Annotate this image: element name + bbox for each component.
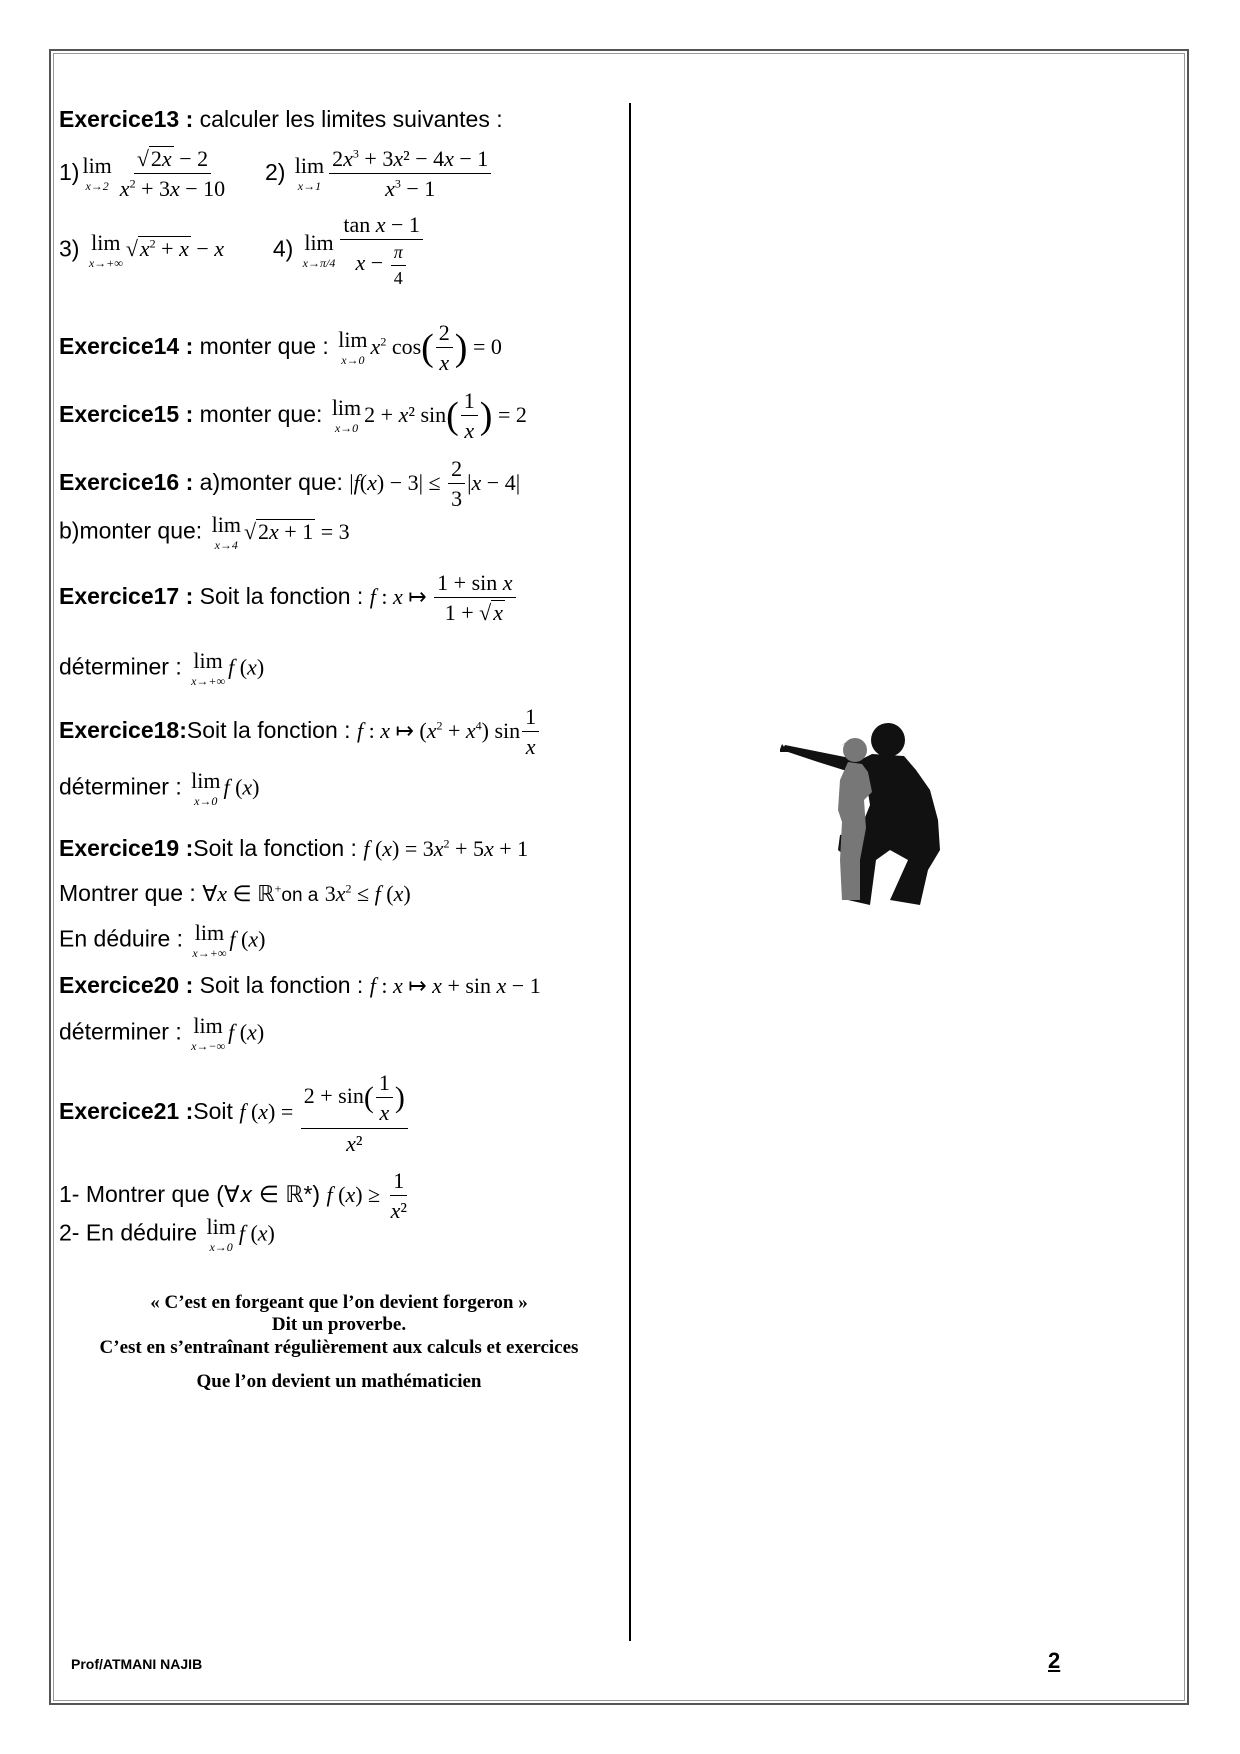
exercise-13-heading — [59, 108, 503, 131]
exercise-13-text: calculer les limites suivantes : — [199, 106, 503, 132]
limit-operator: lim x→2 — [82, 153, 112, 194]
exercise-18-title: Exercice18: — [59, 716, 187, 743]
limit-operator: lim x→+∞ — [191, 648, 226, 688]
exercise-15-text: monter que: — [199, 400, 323, 427]
exercise-17-title: Exercice17 : — [59, 582, 194, 609]
item-number: 1) — [59, 158, 80, 185]
limit-operator: lim x→+∞ — [192, 920, 227, 960]
exercise-18: Exercice18:Soit la fonction : f : x ↦ $(x^2 + x^4)$ sin $\frac{1}{x}$ — [59, 704, 541, 760]
question-1: 1- Montrer que (∀𝑥 ∈ ℝ*) — [59, 1180, 321, 1207]
exercise-20-text: Soit la fonction : — [199, 972, 364, 998]
exercise-20: Exercice20 : Soit la fonction : f : x ↦ x + sin x − 1 — [59, 972, 541, 998]
exercise-16-text-a: a)monter que: — [199, 468, 343, 495]
exercise-13-title: Exercice13 : — [59, 106, 194, 132]
on-a-text: on a — [281, 885, 319, 906]
limit-operator: lim x→4 — [211, 512, 241, 552]
exercise-14: Exercice14 : monter que : lim x→0 $x^2$ cos( $\frac{2}{x}$ ) = 0 — [59, 320, 502, 376]
column-divider — [629, 103, 631, 1641]
quote-line-3: C’est en s’entraînant régulièrement aux calculs et exercices — [99, 1337, 579, 1358]
exercise-15: Exercice15 : monter que: lim x→0 2 + x² sin( $\frac{1}{x}$ ) = 2 — [59, 388, 527, 444]
fraction: $\frac{√2x - 2}{x^2 + 3x - 10}$ — [119, 146, 226, 202]
limit-operator: lim x→π/4 — [302, 229, 336, 270]
quote-line-1: « C’est en forgeant que l’on devient forgeron » — [150, 1292, 528, 1313]
exercise-18-text: Soit la fonction : — [186, 716, 351, 743]
exercise-20-title: Exercice20 : — [59, 972, 194, 998]
limit-operator: lim x→0 — [338, 327, 368, 368]
determine-label: déterminer : — [59, 773, 182, 800]
exercise-13-limits-row-2: 3) lim x→+∞ $√x^2 + x - x$ 4) lim x→π/4 tan x − 1 x − $\frac{\pi}{4}$ — [59, 212, 425, 289]
deduce-label: En déduire : — [59, 925, 184, 952]
page-number: 2 — [1048, 1648, 1061, 1673]
determine-label: déterminer : — [59, 1018, 182, 1045]
quote-line-4: Que l’on devient un mathématicien — [196, 1371, 482, 1392]
quote-line-2: Dit un proverbe. — [271, 1314, 407, 1335]
exercise-19-title: Exercice19 : — [59, 835, 194, 861]
exercise-19-text: Soit la fonction : — [193, 835, 357, 861]
exercise-16b: b)monter que: lim x→4 √2x + 1 = 3 — [59, 512, 350, 552]
show-label: Montrer que : — [59, 880, 196, 906]
exercise-19-show: Montrer que : ∀x ∈ ℝ+on a $3x^2 \le f$ (x) — [59, 880, 411, 906]
exercise-19: Exercice19 :Soit la fonction : f $(x) = 3x^2 + 5x + 1$ — [59, 835, 529, 861]
exercise-21-q2: 2- En déduire lim x→0 f (x) — [59, 1214, 275, 1254]
exercise-21: Exercice21 :Soit f (x) = 2 + sin( $\frac{1}{x}$ ) x² — [59, 1070, 410, 1156]
exercise-14-text: monter que : — [199, 332, 329, 359]
exercise-18-determine: déterminer : lim x→0 f (x) — [59, 768, 260, 808]
exercise-17-determine: déterminer : lim x→+∞ f (x) — [59, 648, 265, 688]
limit-operator: lim x→1 — [294, 153, 325, 194]
item-number: 4) — [272, 235, 294, 262]
page-inner-border — [53, 53, 1185, 1701]
limit-operator: lim x→+∞ — [88, 229, 123, 270]
exercise-16a: Exercice16 : a)monter que: |f(x) − 3| ≤ $\frac{2}{3}$ |x − 4| — [59, 456, 521, 512]
limit-operator: lim x→0 — [331, 395, 362, 436]
author-footer: Prof/ATMANI NAJIB — [71, 1656, 203, 1672]
fraction: $\frac{2x^3 + 3x^2 - 4x - 1}{x^3 - 1}$ — [329, 146, 491, 202]
limit-operator: lim x→0 — [191, 768, 221, 808]
fraction: tan x − 1 x − $\frac{\pi}{4}$ — [340, 212, 423, 289]
exercise-19-deduce: En déduire : lim x→+∞ f (x) — [59, 920, 266, 960]
determine-label: déterminer : — [59, 653, 182, 680]
exercise-14-title: Exercice14 : — [59, 332, 194, 359]
exercise-21-title: Exercice21 : — [59, 1098, 194, 1125]
exercise-16-title: Exercice16 : — [59, 468, 194, 495]
exercise-17-text: Soit la fonction : — [199, 582, 364, 609]
exercise-20-determine: déterminer : lim x→−∞ f (x) — [59, 1013, 265, 1053]
exercise-17: Exercice17 : Soit la fonction : f : x ↦ $\frac{\text{1 + sin x}}{1 + √x}$ — [59, 570, 518, 626]
exercise-15-title: Exercice15 : — [59, 400, 194, 427]
exercise-21-q1: 1- Montrer que (∀𝑥 ∈ ℝ*) f (x) ≥ $\frac{1}{\text{x²}}$ — [59, 1168, 407, 1224]
question-2: 2- En déduire — [59, 1219, 198, 1246]
exercise-16-text-b: b)monter que: — [59, 517, 203, 544]
exercise-21-text: Soit — [193, 1098, 233, 1125]
limit-operator: lim x→0 — [206, 1214, 236, 1254]
exercise-13-limits-row-1 — [59, 146, 493, 202]
item-number: 3) — [59, 235, 80, 262]
limit-operator: lim x→−∞ — [191, 1013, 226, 1053]
adult-child-silhouette-icon — [780, 710, 985, 910]
item-number: 2) — [264, 158, 286, 185]
